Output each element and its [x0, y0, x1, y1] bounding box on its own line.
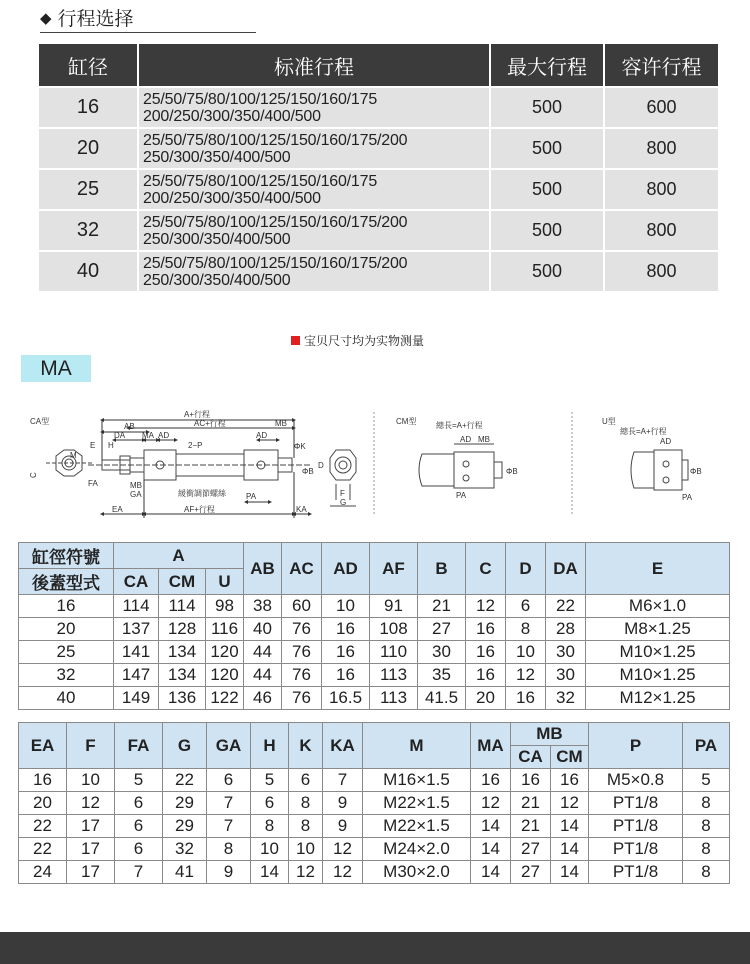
u-phib-label: ΦB: [690, 467, 702, 476]
dimension-cell: 16: [19, 595, 114, 618]
dimension-cell: 21: [511, 792, 551, 815]
dimension-cell: 5: [251, 769, 289, 792]
dimension-cell: 110: [370, 641, 418, 664]
dimension-cell: 44: [244, 641, 282, 664]
stroke-table-row: [39, 169, 718, 210]
ca-type-label: CA型: [30, 417, 50, 426]
dimension-cell: 6: [115, 792, 163, 815]
dim2-header-col: G: [163, 723, 207, 769]
dimension-cell: 113: [370, 687, 418, 710]
standard-stroke-line-2: 250/300/350/400/500: [143, 230, 291, 248]
dimension-cell: 16: [466, 664, 506, 687]
dim1-header-col: AC: [282, 543, 322, 595]
dim1-header-a: A: [114, 543, 244, 569]
cell-allowed-stroke: 800: [604, 128, 718, 169]
u-type-label: U型: [602, 417, 616, 426]
dimension-cell: 9: [207, 861, 251, 884]
cell-allowed-stroke: 800: [604, 210, 718, 251]
dimension-cell: M16×1.5: [363, 769, 471, 792]
dimension-row: [19, 618, 730, 641]
dimension-cell: 6: [289, 769, 323, 792]
dimension-cell: 60: [282, 595, 322, 618]
dimension-cell: 20: [19, 618, 114, 641]
dim2-header-col: GA: [207, 723, 251, 769]
dimension-cell: 8: [683, 838, 730, 861]
cell-allowed-stroke: 800: [604, 169, 718, 210]
stroke-table-row: [39, 87, 718, 128]
dimension-cell: 6: [115, 815, 163, 838]
dim-a-stroke-label: A+行程: [184, 410, 211, 419]
dimension-cell: 12: [67, 792, 115, 815]
dimension-cell: 12: [323, 838, 363, 861]
dimension-cell: M10×1.25: [586, 641, 730, 664]
dimension-cell: M8×1.25: [586, 618, 730, 641]
dimension-cell: 7: [207, 815, 251, 838]
dim-ea-label: EA: [112, 505, 123, 514]
dimension-cell: 20: [19, 792, 67, 815]
dimension-cell: PT1/8: [589, 861, 683, 884]
dim2-header-col: P: [589, 723, 683, 769]
dimension-row: [19, 792, 730, 815]
standard-stroke-line-2: 200/250/300/350/400/500: [143, 107, 321, 125]
red-square-icon: [291, 336, 300, 345]
dimension-cell: 7: [115, 861, 163, 884]
dimension-cell: 76: [282, 618, 322, 641]
dimension-cell: 12: [551, 792, 589, 815]
u-length-label: 總長=A+行程: [620, 427, 667, 436]
dimension-cell: M24×2.0: [363, 838, 471, 861]
dimension-cell: M22×1.5: [363, 792, 471, 815]
dimension-cell: M22×1.5: [363, 815, 471, 838]
dim-2p-label: 2−P: [188, 441, 203, 450]
dimension-cell: 16: [322, 641, 370, 664]
stroke-table-row: [39, 210, 718, 251]
dimension-cell: 27: [418, 618, 466, 641]
dimension-cell: 29: [163, 815, 207, 838]
dim-ka-label: KA: [296, 505, 307, 514]
section-title-text: 行程选择: [57, 9, 134, 30]
dimension-cell: 6: [506, 595, 546, 618]
dimension-cell: 20: [466, 687, 506, 710]
dimension-cell: 12: [289, 861, 323, 884]
stroke-table: [39, 44, 718, 291]
cell-bore: 20: [39, 128, 138, 169]
dimension-cell: 16: [466, 618, 506, 641]
dimension-cell: 14: [471, 815, 511, 838]
dim1-header-a-sub: CA: [114, 569, 159, 595]
dimension-cell: 27: [511, 838, 551, 861]
dimension-cell: 8: [251, 815, 289, 838]
cell-bore: 32: [39, 210, 138, 251]
dim2-header-mb: MB: [511, 723, 589, 746]
dimension-cell: 8: [207, 838, 251, 861]
dimension-cell: 16: [551, 769, 589, 792]
cell-standard-stroke: [138, 128, 490, 169]
dimension-cell: 120: [206, 664, 244, 687]
dimension-cell: 21: [511, 815, 551, 838]
dimension-cell: 30: [546, 664, 586, 687]
dimension-cell: 9: [323, 815, 363, 838]
model-label: MA: [21, 355, 91, 382]
dimension-cell: 16: [511, 769, 551, 792]
dimension-cell: 41.5: [418, 687, 466, 710]
dimension-cell: 5: [115, 769, 163, 792]
dimension-cell: 38: [244, 595, 282, 618]
dimension-cell: 116: [206, 618, 244, 641]
dimension-cell: 134: [159, 641, 206, 664]
dimension-cell: M5×0.8: [589, 769, 683, 792]
dimension-row: [19, 664, 730, 687]
dimension-cell: 108: [370, 618, 418, 641]
dimension-row: [19, 641, 730, 664]
technical-drawing: [18, 404, 730, 522]
dimension-cell: 14: [471, 861, 511, 884]
dimension-cell: PT1/8: [589, 838, 683, 861]
dimension-cell: 28: [546, 618, 586, 641]
dimension-cell: 137: [114, 618, 159, 641]
dim-ab-label: AB: [124, 422, 135, 431]
dim-phik-label: ΦK: [294, 442, 306, 451]
cm-mb-label: MB: [478, 435, 490, 444]
dim-g-label: G: [340, 498, 347, 507]
cm-ad-label: AD: [460, 435, 472, 444]
cell-standard-stroke: [138, 210, 490, 251]
dim-f-label: F: [340, 489, 345, 498]
cell-allowed-stroke: 800: [604, 251, 718, 291]
header-max-stroke: 最大行程: [490, 44, 604, 87]
dim1-header-col: C: [466, 543, 506, 595]
cm-length-label: 總長=A+行程: [436, 421, 483, 430]
dim-ga-label: GA: [130, 490, 142, 499]
header-bore: 缸径: [39, 44, 138, 87]
cell-max-stroke: 500: [490, 251, 604, 291]
dimension-cell: 149: [114, 687, 159, 710]
dim2-header-col: KA: [323, 723, 363, 769]
cell-allowed-stroke: 600: [604, 87, 718, 128]
cm-pa-label: PA: [456, 491, 467, 500]
standard-stroke-line-2: 250/300/350/400/500: [143, 271, 291, 289]
dimension-cell: 25: [19, 641, 114, 664]
dim2-header-col: F: [67, 723, 115, 769]
dim-ac-stroke-label: AC+行程: [194, 419, 226, 428]
dimension-cell: 14: [471, 838, 511, 861]
dimension-cell: 16.5: [322, 687, 370, 710]
stroke-table-row: [39, 251, 718, 291]
standard-stroke-line-1: 25/50/75/80/100/125/150/160/175/200: [143, 131, 408, 149]
dimension-cell: 76: [282, 687, 322, 710]
dimension-cell: 10: [506, 641, 546, 664]
dimension-cell: 9: [323, 792, 363, 815]
dimension-cell: 22: [546, 595, 586, 618]
dimension-cell: 27: [511, 861, 551, 884]
dim1-header-a-sub: CM: [159, 569, 206, 595]
cell-max-stroke: 500: [490, 210, 604, 251]
dimension-cell: 12: [323, 861, 363, 884]
dimension-cell: 16: [19, 769, 67, 792]
stroke-table-header: [39, 44, 718, 87]
cell-bore: 16: [39, 87, 138, 128]
dim2-header-row-1: [19, 723, 730, 746]
cell-standard-stroke: [138, 87, 490, 128]
dimension-cell: 35: [418, 664, 466, 687]
dim1-header-col: B: [418, 543, 466, 595]
dim-mb-label: MB: [275, 419, 287, 428]
dim-e-label: E: [90, 441, 96, 450]
dimension-cell: 29: [163, 792, 207, 815]
dim2-header-col: M: [363, 723, 471, 769]
dimension-cell: 12: [466, 595, 506, 618]
dimension-cell: 30: [546, 641, 586, 664]
measurement-note: [291, 332, 424, 349]
dimension-cell: 32: [19, 664, 114, 687]
dim-c-label: C: [29, 472, 38, 478]
cell-standard-stroke: [138, 251, 490, 291]
cell-bore: 25: [39, 169, 138, 210]
dim2-header-col: PA: [683, 723, 730, 769]
dim1-header-row-1: [19, 543, 730, 569]
dimension-cell: 10: [67, 769, 115, 792]
cell-max-stroke: 500: [490, 128, 604, 169]
dim1-header-col: E: [586, 543, 730, 595]
dimension-cell: 134: [159, 664, 206, 687]
standard-stroke-line-1: 25/50/75/80/100/125/150/160/175: [143, 172, 378, 190]
dim2-header-col: MA: [471, 723, 511, 769]
dimension-cell: PT1/8: [589, 815, 683, 838]
standard-stroke-line-2: 250/300/350/400/500: [143, 148, 291, 166]
dimension-cell: 22: [19, 815, 67, 838]
dimension-cell: 40: [244, 618, 282, 641]
dimension-cell: 24: [19, 861, 67, 884]
dimension-cell: 16: [322, 664, 370, 687]
dim2-header-col: EA: [19, 723, 67, 769]
dimension-cell: 76: [282, 641, 322, 664]
dimension-cell: 10: [289, 838, 323, 861]
cm-cylinder-view: [419, 444, 502, 488]
dim-mb-label-bottom: MB: [130, 481, 142, 490]
dimension-cell: M30×2.0: [363, 861, 471, 884]
section-underline: [40, 32, 256, 33]
dimension-cell: 8: [289, 792, 323, 815]
dimension-cell: 8: [683, 861, 730, 884]
dimension-cell: 136: [159, 687, 206, 710]
dimension-cell: 14: [551, 861, 589, 884]
dim1-header-col: AB: [244, 543, 282, 595]
dimension-cell: 10: [251, 838, 289, 861]
dimension-cell: 40: [19, 687, 114, 710]
dimension-cell: 32: [546, 687, 586, 710]
cell-standard-stroke: [138, 169, 490, 210]
dimension-cell: 12: [471, 792, 511, 815]
header-standard-stroke: 标准行程: [138, 44, 490, 87]
dimension-row: [19, 687, 730, 710]
dimension-cell: 114: [114, 595, 159, 618]
dimension-cell: 21: [418, 595, 466, 618]
dimension-cell: 114: [159, 595, 206, 618]
standard-stroke-line-1: 25/50/75/80/100/125/150/160/175: [143, 90, 378, 108]
u-pa-label: PA: [682, 493, 693, 502]
dim2-header-col: K: [289, 723, 323, 769]
standard-stroke-line-2: 200/250/300/350/400/500: [143, 189, 321, 207]
dim2-header-mb-sub: CM: [551, 746, 589, 769]
dimension-cell: 16: [322, 618, 370, 641]
dimension-cell: 8: [683, 792, 730, 815]
dimension-cell: PT1/8: [589, 792, 683, 815]
dimension-row: [19, 838, 730, 861]
dimension-cell: 6: [115, 838, 163, 861]
ca-cylinder-side-view: [88, 450, 310, 480]
dim-phib-label: ΦB: [302, 467, 314, 476]
dim1-header-col: AD: [322, 543, 370, 595]
dim2-header-mb-sub: CA: [511, 746, 551, 769]
dimension-row: [19, 595, 730, 618]
dimension-cell: 7: [207, 792, 251, 815]
dimension-cell: 22: [163, 769, 207, 792]
dim1-header-col: D: [506, 543, 546, 595]
dim-da-label: DA: [114, 431, 126, 440]
dimension-row: [19, 769, 730, 792]
dim-ad-label: AD: [158, 431, 170, 440]
header-allowed-stroke: 容许行程: [604, 44, 718, 87]
dimension-cell: 113: [370, 664, 418, 687]
dimension-cell: 147: [114, 664, 159, 687]
cm-phib-label: ΦB: [506, 467, 518, 476]
cell-bore: 40: [39, 251, 138, 291]
dimension-cell: 128: [159, 618, 206, 641]
dimension-cell: 41: [163, 861, 207, 884]
dimension-cell: 17: [67, 815, 115, 838]
standard-stroke-line-1: 25/50/75/80/100/125/150/160/175/200: [143, 213, 408, 231]
u-cylinder-view: [631, 450, 688, 490]
dimension-cell: 16: [466, 641, 506, 664]
ca-end-view: [46, 450, 92, 476]
bottom-banner: [0, 932, 750, 964]
dim1-header-cover: 後蓋型式: [19, 569, 114, 595]
dimension-cell: 91: [370, 595, 418, 618]
dim-m-label-left: M: [70, 451, 77, 460]
cushion-screw-label: 緩衝調節螺絲: [178, 489, 226, 498]
dimension-cell: 120: [206, 641, 244, 664]
dimension-cell: M10×1.25: [586, 664, 730, 687]
cell-max-stroke: 500: [490, 87, 604, 128]
dim1-header-col: DA: [546, 543, 586, 595]
dimension-cell: 46: [244, 687, 282, 710]
dimension-cell: 30: [418, 641, 466, 664]
dimension-cell: 44: [244, 664, 282, 687]
stroke-table-row: [39, 128, 718, 169]
dimension-cell: 17: [67, 861, 115, 884]
dimension-cell: 98: [206, 595, 244, 618]
dim-af-stroke-label: AF+行程: [184, 505, 215, 514]
dim2-header-col: FA: [115, 723, 163, 769]
standard-stroke-line-1: 25/50/75/80/100/125/150/160/175/200: [143, 254, 408, 272]
diamond-icon: ◆: [40, 9, 52, 27]
u-ad-label: AD: [660, 437, 672, 446]
dim-d-label: D: [318, 461, 324, 470]
measurement-note-text: 宝贝尺寸均为实物测量: [304, 334, 425, 348]
dimension-cell: 8: [683, 815, 730, 838]
dimension-cell: 5: [683, 769, 730, 792]
cell-max-stroke: 500: [490, 169, 604, 210]
dim-ma-label: MA: [142, 431, 154, 440]
dimension-cell: 17: [67, 838, 115, 861]
dimension-cell: 14: [551, 815, 589, 838]
dimension-cell: 10: [322, 595, 370, 618]
dimension-cell: 6: [207, 769, 251, 792]
dimension-cell: 12: [506, 664, 546, 687]
dimension-cell: 6: [251, 792, 289, 815]
dimension-cell: 16: [471, 769, 511, 792]
dimension-cell: M12×1.25: [586, 687, 730, 710]
dim-pa-label: PA: [246, 492, 257, 501]
dimension-cell: 8: [289, 815, 323, 838]
dimension-cell: M6×1.0: [586, 595, 730, 618]
dimension-row: [19, 861, 730, 884]
cm-type-label: CM型: [396, 417, 417, 426]
section-title: [40, 4, 134, 31]
dimension-cell: 7: [323, 769, 363, 792]
dimension-cell: 22: [19, 838, 67, 861]
dim-h-label: H: [108, 441, 114, 450]
dimension-cell: 141: [114, 641, 159, 664]
dim2-header-col: H: [251, 723, 289, 769]
dim1-header-bore: 缸徑符號: [19, 543, 114, 569]
dimension-cell: 32: [163, 838, 207, 861]
dimension-cell: 16: [506, 687, 546, 710]
dimension-cell: 14: [551, 838, 589, 861]
dimension-row: [19, 815, 730, 838]
dimension-cell: 8: [506, 618, 546, 641]
dimension-table-2: [18, 722, 730, 884]
dimension-cell: 14: [251, 861, 289, 884]
dimension-cell: 122: [206, 687, 244, 710]
dimension-table-1: [18, 542, 730, 710]
dim-ad-label-right: AD: [256, 431, 268, 440]
dim1-header-a-sub: U: [206, 569, 244, 595]
dim-fa-label: FA: [88, 479, 98, 488]
dim1-header-col: AF: [370, 543, 418, 595]
dimension-cell: 76: [282, 664, 322, 687]
